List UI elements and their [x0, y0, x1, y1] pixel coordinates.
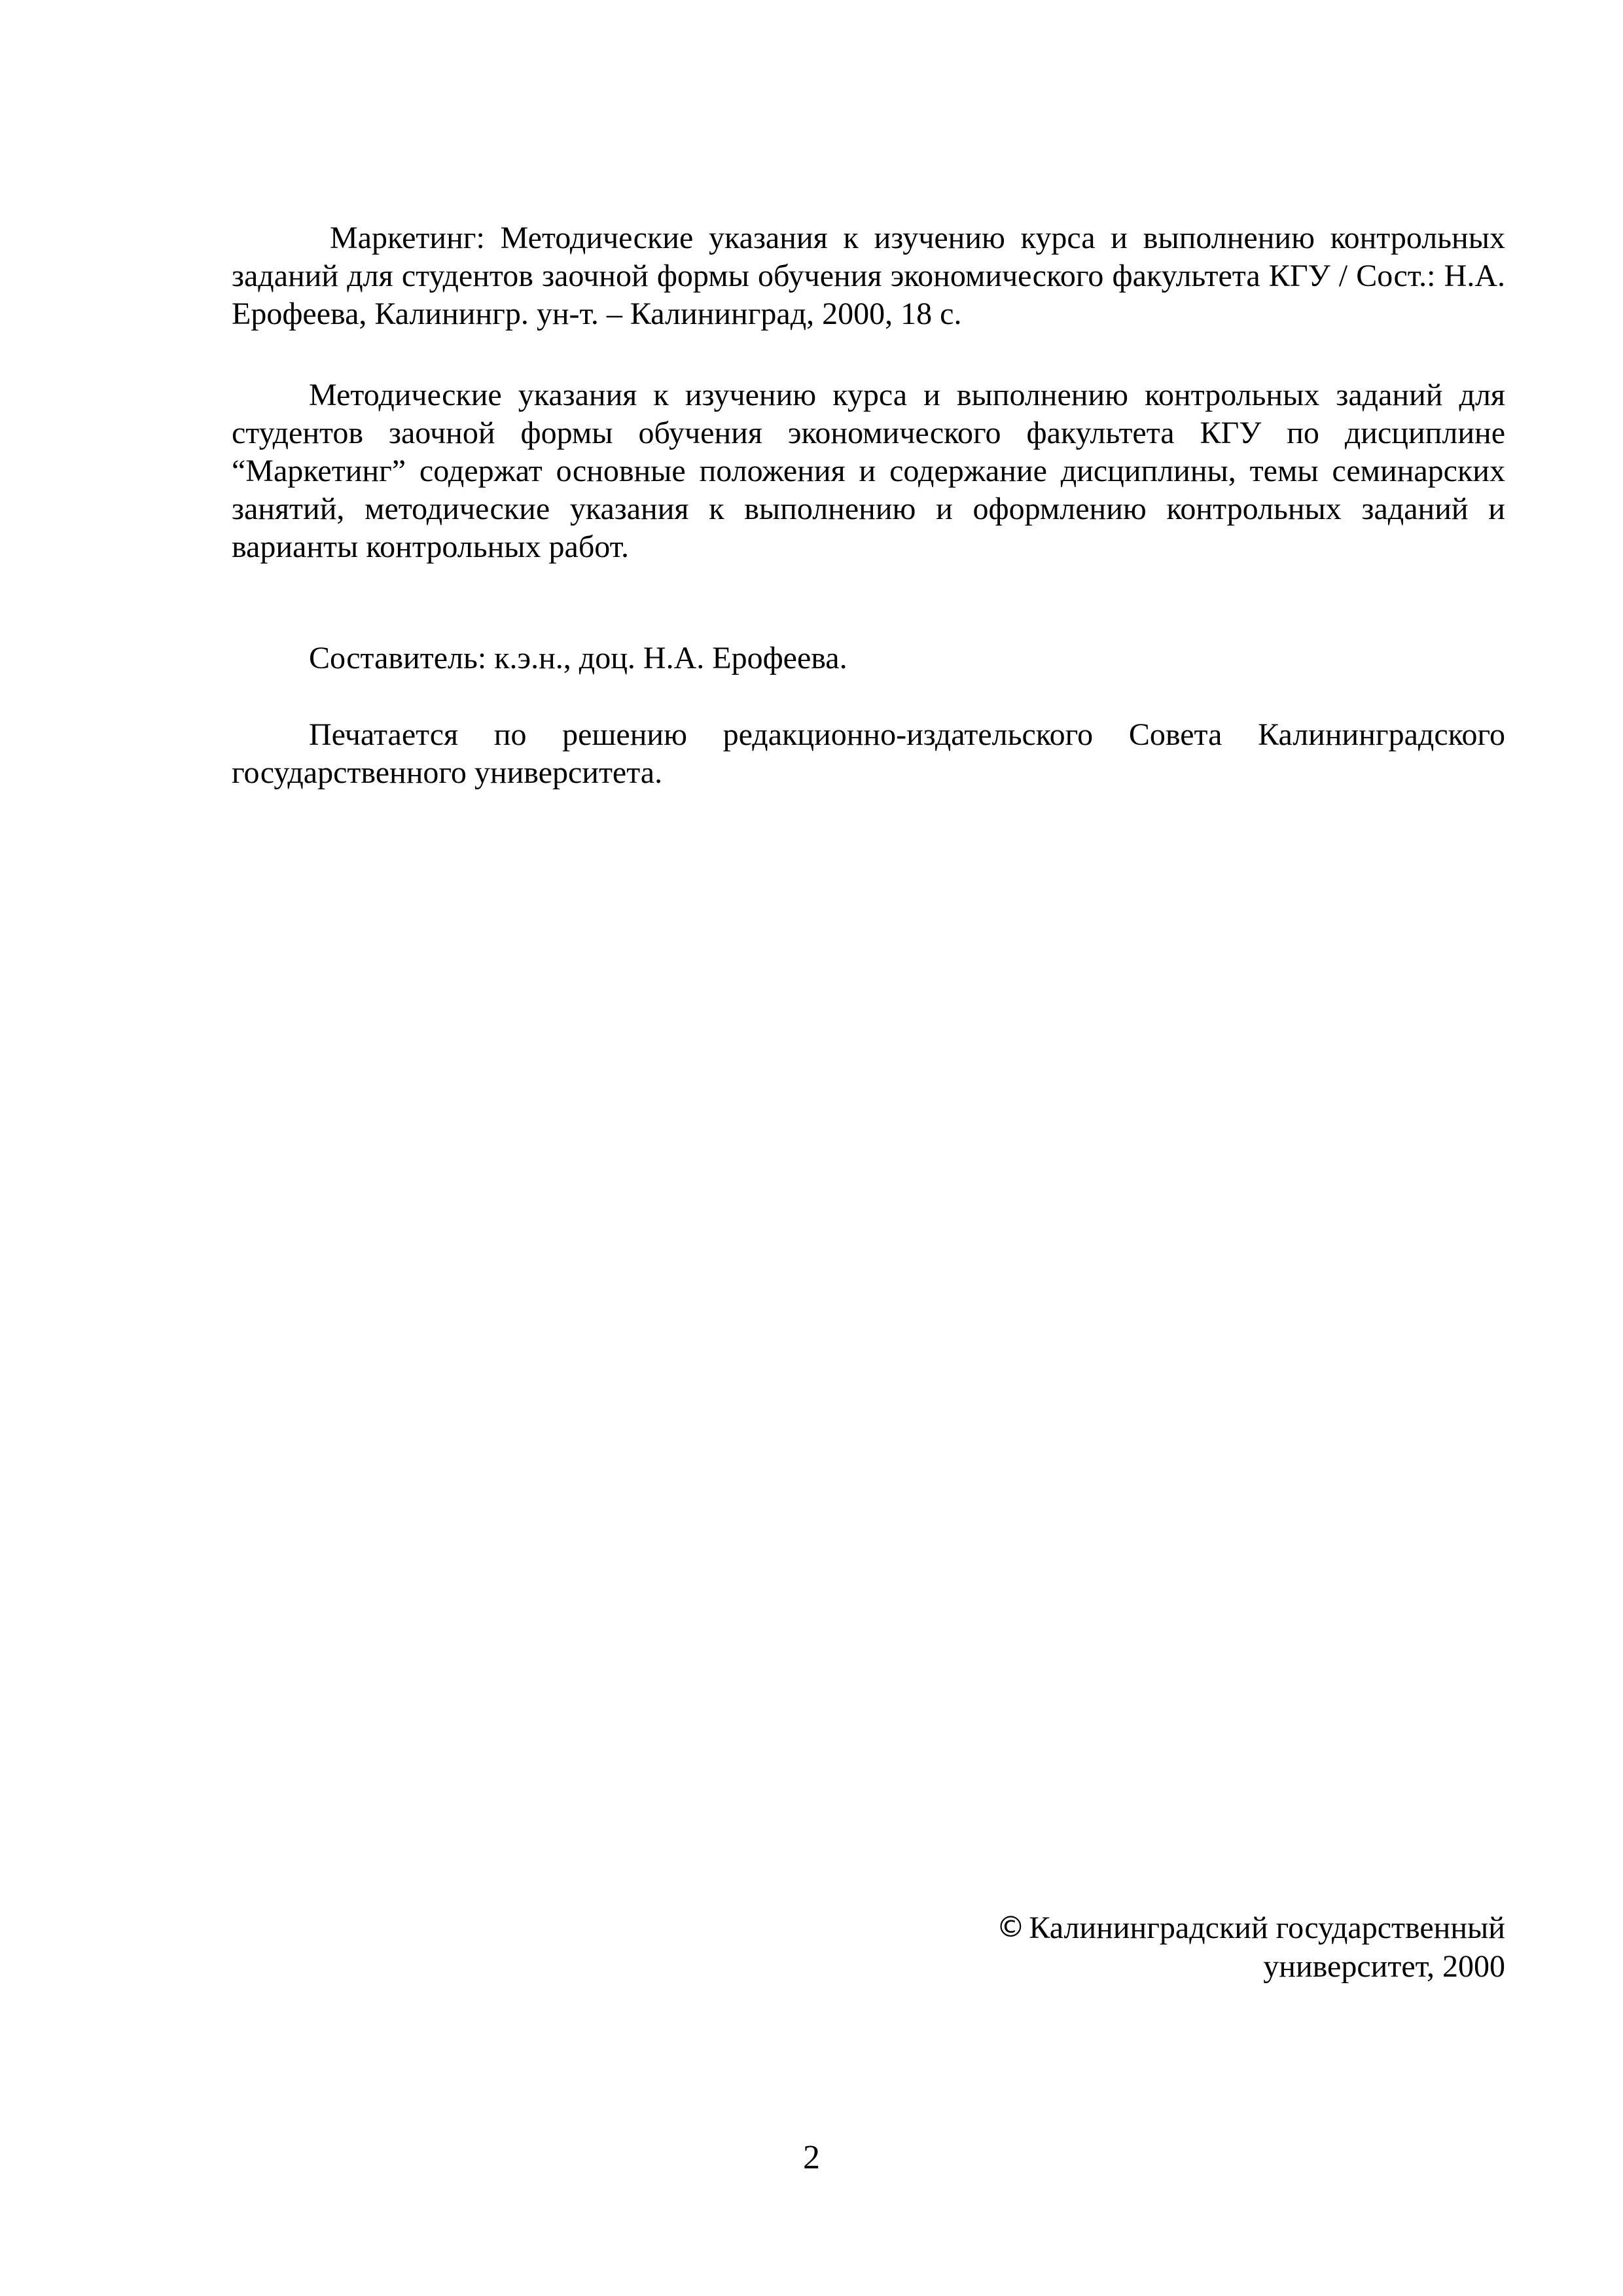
copyright-notice — [785, 1909, 1505, 1986]
compiler-credit: Составитель: к.э.н., доц. Н.А. Ерофеева. — [309, 641, 847, 675]
page-number: 2 — [803, 2139, 820, 2176]
copyright-year-line: университет, 2000 — [1263, 1949, 1505, 1984]
copyright-symbol-icon: © — [996, 1910, 1026, 1944]
document-description: Методические указания к изучению курса и выполнению контрольных заданий для студентов заочной формы обучения экономического факультета КГУ по дисциплине “Маркетинг” содержат основные положения и содержание дисциплины, темы семинарских занятий, методические указания к выполнению и оформлению контрольных заданий и варианты контрольных работ. — [232, 378, 1505, 564]
copyright-holder: Калининградский государственный — [1029, 1910, 1505, 1945]
bibliographic-annotation: Маркетинг: Методические указания к изучению курса и выполнению контрольных заданий для студентов заочной формы обучения экономического факультета КГУ / Сост.: Н.А. Ерофеева, Калинингр. ун-т. – Калининград, 2000, 18 с. — [232, 221, 1505, 331]
publication-approval-note: Печатается по решению редакционно-издательского Совета Калининградского государственного университета. — [232, 717, 1505, 790]
copyright-line-1 — [785, 1909, 1505, 1948]
